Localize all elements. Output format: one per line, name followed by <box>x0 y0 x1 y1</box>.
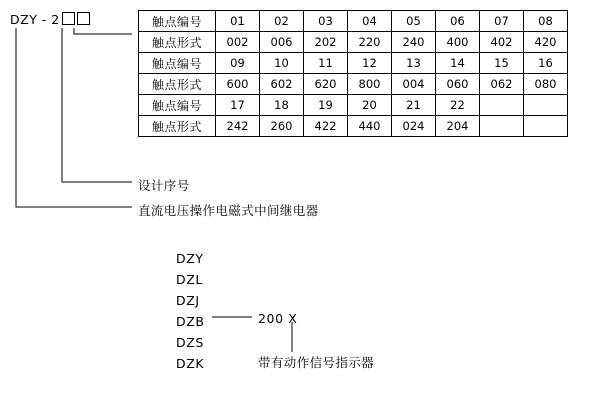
annotation-design-serial: 设计序号 <box>138 178 190 193</box>
table-cell: 440 <box>348 116 392 137</box>
table-cell: 12 <box>348 53 392 74</box>
series-list <box>176 248 205 374</box>
table-cell: 05 <box>392 11 436 32</box>
contact-spec-table <box>138 10 568 137</box>
row-header: 触点形式 <box>139 116 216 137</box>
table-row <box>139 74 568 95</box>
model-code-box-1 <box>62 12 75 25</box>
table-cell: 204 <box>436 116 480 137</box>
table-cell: 01 <box>216 11 260 32</box>
table-cell: 602 <box>260 74 304 95</box>
table-cell: 080 <box>524 74 568 95</box>
table-cell: 060 <box>436 74 480 95</box>
table-cell: 10 <box>260 53 304 74</box>
model-code <box>10 12 90 27</box>
row-header: 触点编号 <box>139 95 216 116</box>
table-cell: 11 <box>304 53 348 74</box>
table-cell: 260 <box>260 116 304 137</box>
table-row <box>139 95 568 116</box>
table-cell: 04 <box>348 11 392 32</box>
table-cell: 22 <box>436 95 480 116</box>
row-header: 触点编号 <box>139 53 216 74</box>
table-cell: 620 <box>304 74 348 95</box>
table-cell: 062 <box>480 74 524 95</box>
table-cell: 09 <box>216 53 260 74</box>
table-cell: 19 <box>304 95 348 116</box>
table-cell <box>524 95 568 116</box>
table-cell: 15 <box>480 53 524 74</box>
row-header: 触点形式 <box>139 32 216 53</box>
table-cell <box>480 95 524 116</box>
annotation-relay-description: 直流电压操作电磁式中间继电器 <box>138 203 319 218</box>
table-cell: 08 <box>524 11 568 32</box>
table-cell: 422 <box>304 116 348 137</box>
table-cell <box>480 116 524 137</box>
table-cell: 400 <box>436 32 480 53</box>
table-cell: 13 <box>392 53 436 74</box>
model-code-prefix: DZY - 2 <box>10 12 60 27</box>
table-cell: 240 <box>392 32 436 53</box>
table-cell: 004 <box>392 74 436 95</box>
table-cell: 002 <box>216 32 260 53</box>
series-item: DZJ <box>176 293 200 308</box>
table-row <box>139 11 568 32</box>
table-cell: 202 <box>304 32 348 53</box>
table-cell: 420 <box>524 32 568 53</box>
table-cell: 600 <box>216 74 260 95</box>
row-header: 触点形式 <box>139 74 216 95</box>
indicator-note: 带有动作信号指示器 <box>258 355 375 370</box>
table-cell: 800 <box>348 74 392 95</box>
table-cell: 242 <box>216 116 260 137</box>
table-cell <box>524 116 568 137</box>
table-cell: 18 <box>260 95 304 116</box>
table-row <box>139 116 568 137</box>
table-cell: 20 <box>348 95 392 116</box>
series-item: DZB <box>176 314 205 329</box>
series-item: DZS <box>176 335 204 350</box>
table-cell: 21 <box>392 95 436 116</box>
table-cell: 06 <box>436 11 480 32</box>
table-cell: 220 <box>348 32 392 53</box>
table-row <box>139 32 568 53</box>
table-cell: 024 <box>392 116 436 137</box>
row-header: 触点编号 <box>139 11 216 32</box>
table-cell: 402 <box>480 32 524 53</box>
model-code-box-2 <box>77 12 90 25</box>
table-cell: 02 <box>260 11 304 32</box>
series-item: DZK <box>176 356 205 371</box>
table-cell: 07 <box>480 11 524 32</box>
table-cell: 16 <box>524 53 568 74</box>
series-suffix: 200 X <box>258 311 298 326</box>
table-row <box>139 53 568 74</box>
table-cell: 17 <box>216 95 260 116</box>
table-cell: 03 <box>304 11 348 32</box>
table-cell: 006 <box>260 32 304 53</box>
series-item: DZL <box>176 272 203 287</box>
table-cell: 14 <box>436 53 480 74</box>
series-item: DZY <box>176 251 204 266</box>
